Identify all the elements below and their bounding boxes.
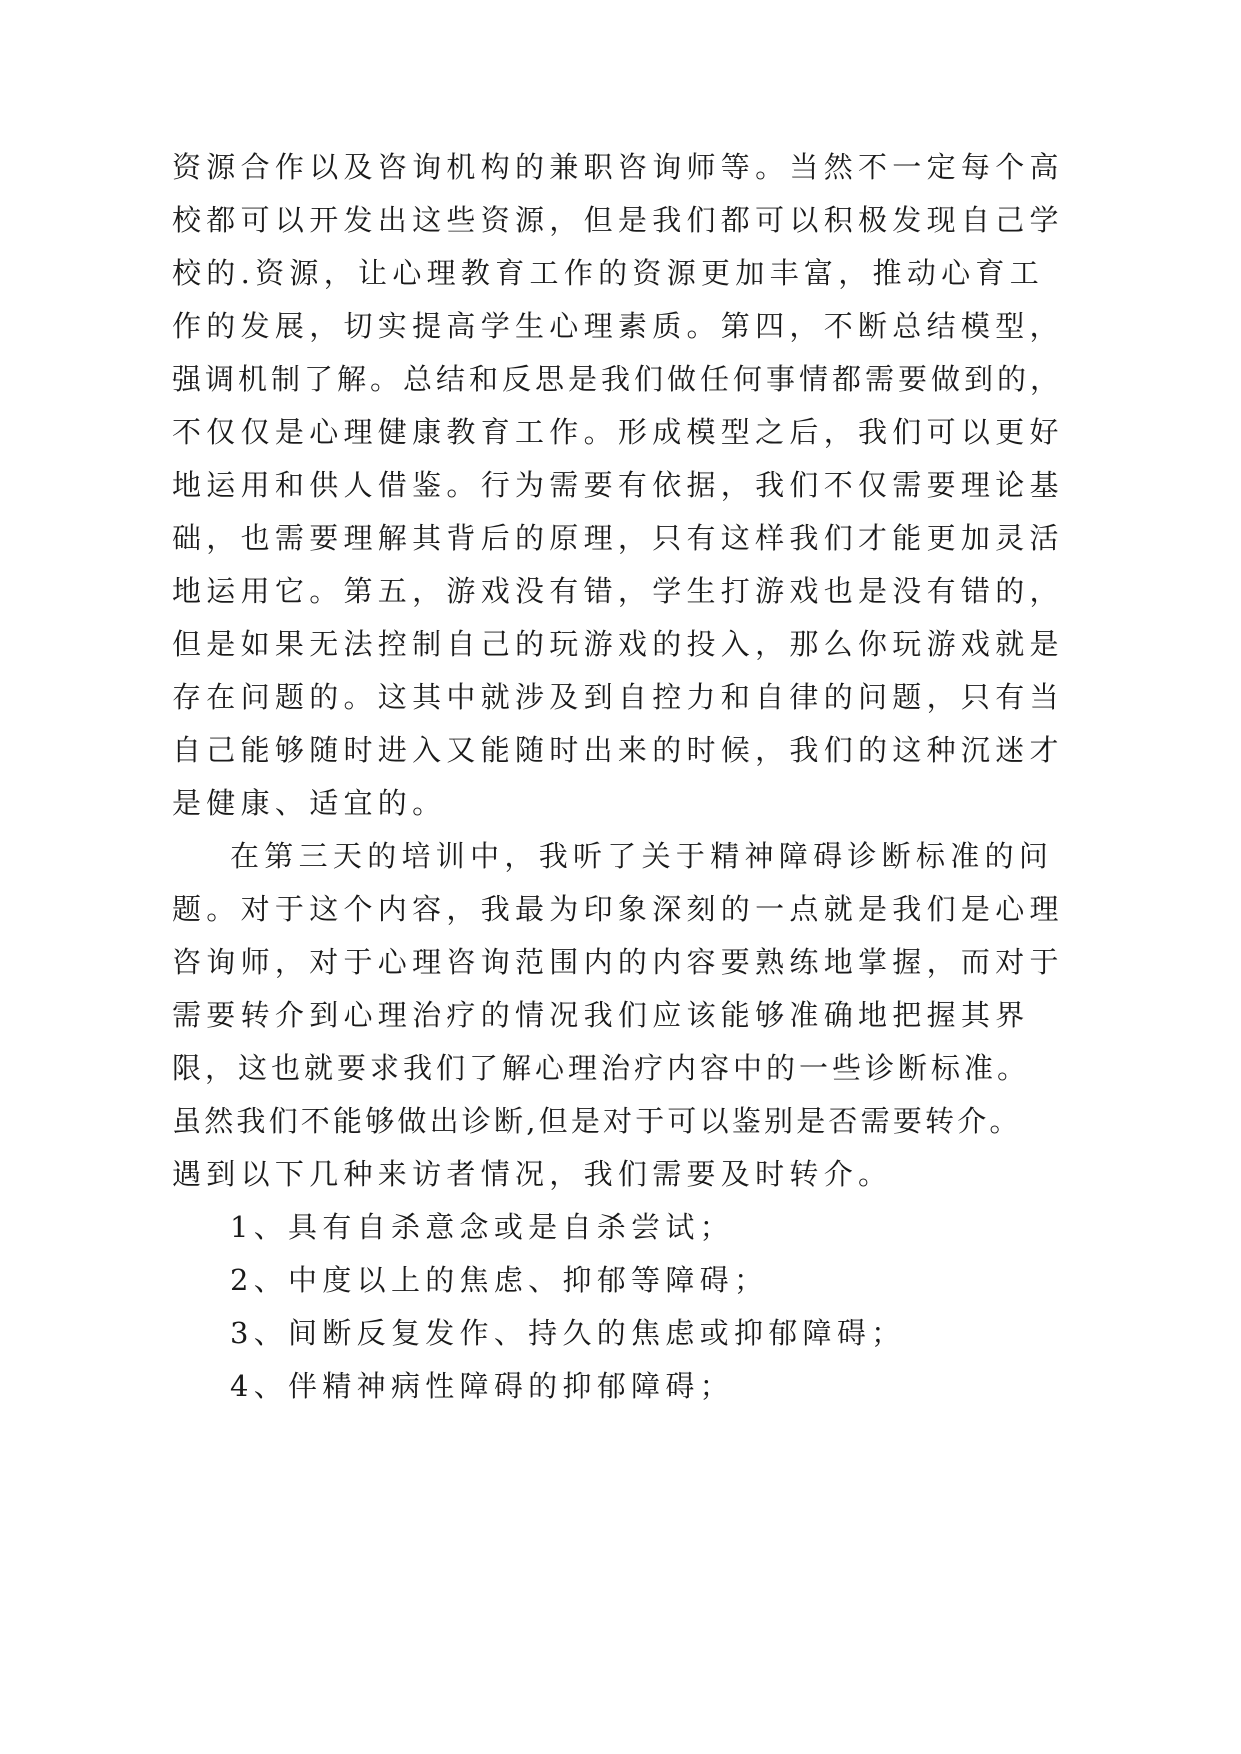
text-line: 础，也需要理解其背后的原理，只有这样我们才能更加灵活 [172, 521, 1064, 555]
text-line: 强调机制了解。总结和反思是我们做任何事情都需要做到的， [172, 362, 1064, 396]
list-item: 2、中度以上的焦虑、抑郁等障碍； [230, 1263, 769, 1297]
text-line: 自己能够随时进入又能随时出来的时候，我们的这种沉迷才 [172, 733, 1064, 767]
text-line: 需要转介到心理治疗的情况我们应该能够准确地把握其界 [172, 998, 1030, 1032]
text-line: 不仅仅是心理健康教育工作。形成模型之后，我们可以更好 [172, 415, 1064, 449]
list-item: 1、具有自杀意念或是自杀尝试； [230, 1210, 734, 1244]
text-line: 题。对于这个内容，我最为印象深刻的一点就是我们是心理 [172, 892, 1064, 926]
text-line: 咨询师，对于心理咨询范围内的内容要熟练地掌握，而对于 [172, 945, 1064, 979]
text-line: 地运用和供人借鉴。行为需要有依据，我们不仅需要理论基 [172, 468, 1064, 502]
text-line: 虽然我们不能够做出诊断,但是对于可以鉴别是否需要转介。 [172, 1104, 1022, 1138]
text-line: 资源合作以及咨询机构的兼职咨询师等。当然不一定每个高 [172, 150, 1064, 184]
text-line: 存在问题的。这其中就涉及到自控力和自律的问题，只有当 [172, 680, 1064, 714]
text-line-indented: 在第三天的培训中，我听了关于精神障碍诊断标准的问 [230, 839, 1054, 873]
text-line: 校的.资源，让心理教育工作的资源更加丰富，推动心育工 [172, 256, 1045, 290]
list-item: 4、伴精神病性障碍的抑郁障碍； [230, 1369, 734, 1403]
text-line: 校都可以开发出这些资源，但是我们都可以积极发现自己学 [172, 203, 1064, 237]
list-item: 3、间断反复发作、持久的焦虑或抑郁障碍； [230, 1316, 906, 1350]
text-line: 但是如果无法控制自己的玩游戏的投入，那么你玩游戏就是 [172, 627, 1064, 661]
text-line: 是健康、适宜的。 [172, 786, 447, 820]
text-line: 遇到以下几种来访者情况，我们需要及时转介。 [172, 1157, 893, 1191]
text-line: 地运用它。第五，游戏没有错，学生打游戏也是没有错的， [172, 574, 1064, 608]
text-line: 作的发展，切实提高学生心理素质。第四，不断总结模型， [172, 309, 1064, 343]
text-line: 限，这也就要求我们了解心理治疗内容中的一些诊断标准。 [172, 1051, 1031, 1085]
